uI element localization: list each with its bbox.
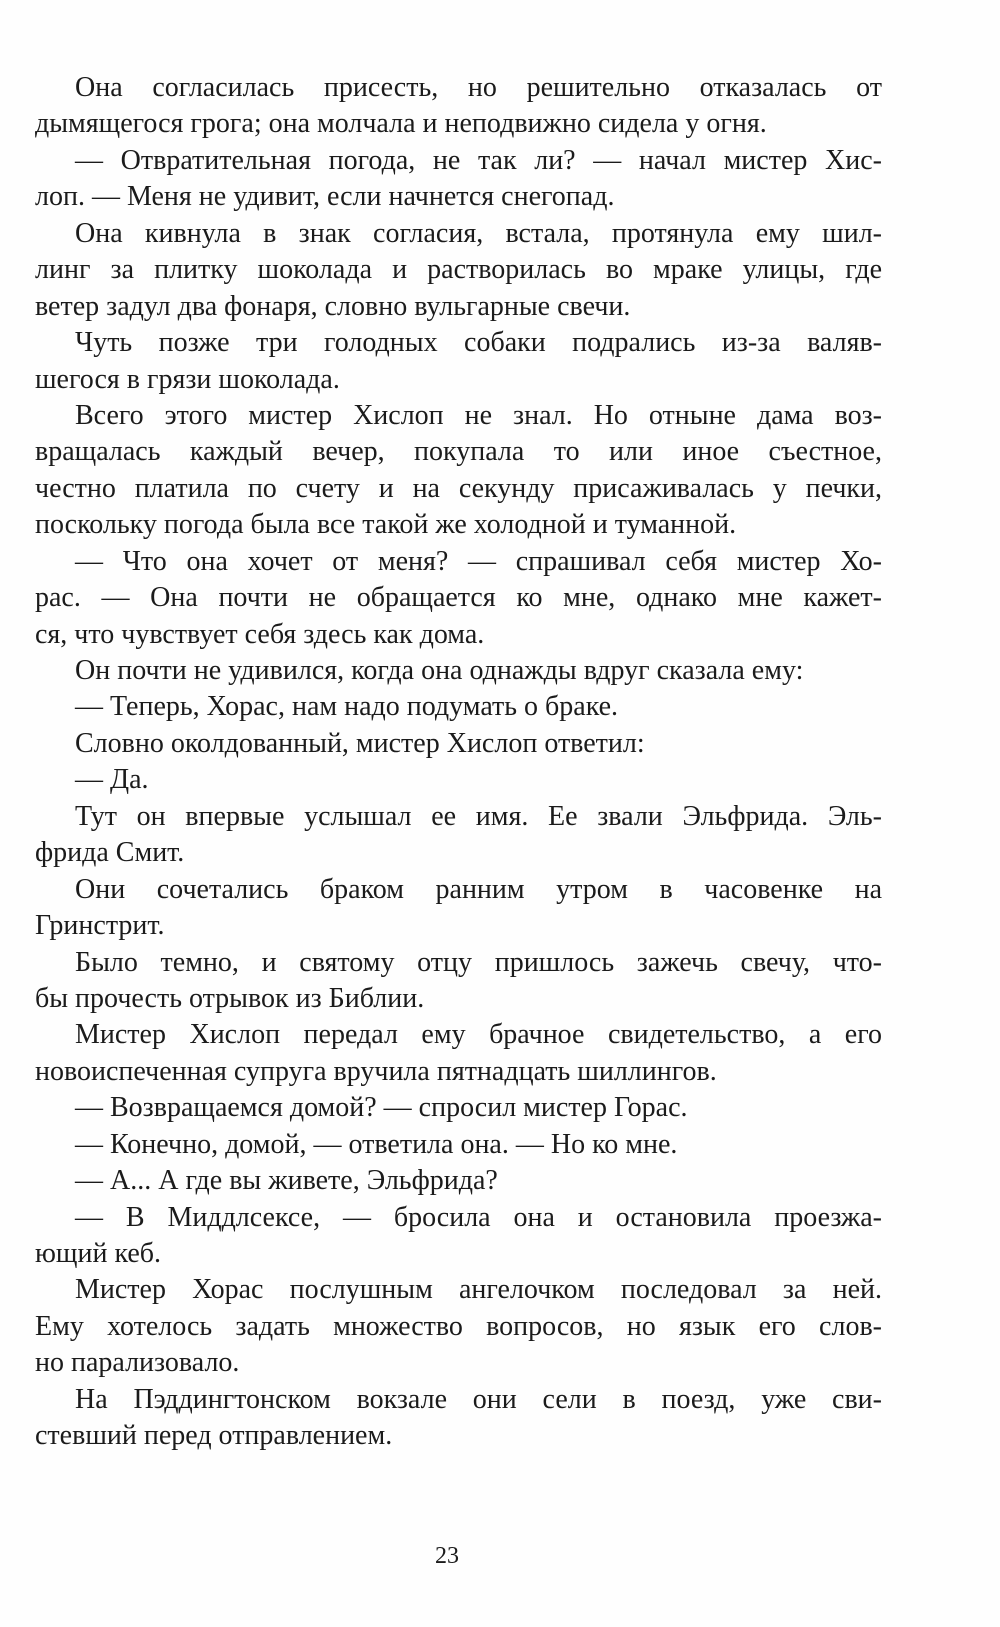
- paragraph: [35, 70, 882, 143]
- text-line: ющий кеб.: [35, 1238, 162, 1269]
- paragraph: [35, 872, 882, 945]
- text-line: Она кивнула в знак согласия, встала, протянула ему шил-: [75, 217, 882, 249]
- text-line: — Теперь, Хорас, нам надо подумать о браке.: [75, 691, 619, 723]
- text-line: бы прочесть отрывок из Библии.: [35, 982, 425, 1014]
- text-line: На Пэддингтонском вокзале они сели в поезд, уже сви-: [75, 1383, 882, 1415]
- text-line: Мистер Хислоп передал ему брачное свидетельство, а его: [75, 1019, 882, 1051]
- text-line: но парализовало.: [35, 1347, 240, 1379]
- text-line: — Отвратительная погода, не так ли? — начал мистер Хис-: [75, 144, 882, 176]
- text-line: Гринстрит.: [35, 910, 165, 942]
- text-line: — Возвращаемся домой? — спросил мистер Горас.: [75, 1092, 688, 1124]
- paragraph: [35, 1200, 882, 1273]
- text-line: Словно околдованный, мистер Хислоп ответил:: [75, 727, 645, 759]
- text-line: Они сочетались браком ранним утром в часовенке на: [75, 873, 882, 905]
- text-line: Он почти не удивился, когда она однажды вдруг сказала ему:: [75, 655, 804, 686]
- paragraph: [35, 799, 882, 872]
- paragraph: [35, 1272, 882, 1381]
- text-line: честно платила по счету и на секунду присаживалась у печки,: [35, 472, 882, 504]
- paragraph: [35, 398, 882, 544]
- text-line: Мистер Хорас послушным ангелочком последовал за ней.: [75, 1274, 882, 1306]
- paragraph: [35, 1382, 882, 1455]
- text-line: Было темно, и святому отцу пришлось зажечь свечу, что-: [75, 946, 882, 978]
- text-line: дымящегося грога; она молчала и неподвижно сидела у огня.: [35, 108, 767, 140]
- paragraph: [35, 325, 882, 398]
- paragraph: [35, 762, 882, 798]
- paragraph: [35, 726, 882, 762]
- text-line: Всего этого мистер Хислоп не знал. Но отныне дама воз-: [75, 399, 882, 431]
- text-line: Ему хотелось задать множество вопросов, но язык его слов-: [35, 1310, 882, 1342]
- paragraph: [35, 1163, 882, 1199]
- text-line: стевший перед отправлением.: [35, 1420, 393, 1452]
- text-line: Тут он впервые услышал ее имя. Ее звали Эльфрида. Эль-: [75, 800, 882, 832]
- text-line: фрида Смит.: [35, 837, 185, 869]
- text-line: — А... А где вы живете, Эльфрида?: [75, 1165, 498, 1197]
- text-line: поскольку погода была все такой же холодной и туманной.: [35, 509, 737, 541]
- text-line: вращалась каждый вечер, покупала то или иное съестное,: [35, 436, 882, 468]
- paragraph: [35, 945, 882, 1018]
- paragraph: [35, 689, 882, 725]
- text-line: ветер задул два фонаря, словно вульгарные свечи.: [35, 290, 631, 322]
- text-line: новоиспеченная супруга вручила пятнадцать шиллингов.: [35, 1055, 717, 1087]
- paragraph: [35, 1090, 882, 1126]
- body-text: [35, 70, 882, 1455]
- paragraph: [35, 653, 882, 689]
- text-line: — Да.: [75, 764, 149, 796]
- text-line: — Конечно, домой, — ответила она. — Но ко мне.: [75, 1128, 678, 1160]
- text-line: шегося в грязи шоколада.: [35, 363, 340, 395]
- text-line: Она согласилась присесть, но решительно отказалась от: [75, 72, 882, 103]
- paragraph: [35, 1017, 882, 1090]
- text-line: линг за плитку шоколада и растворилась во мраке улицы, где: [35, 254, 882, 286]
- text-line: ся, что чувствует себя здесь как дома.: [35, 618, 485, 650]
- paragraph: [35, 216, 882, 325]
- paragraph: [35, 544, 882, 653]
- text-line: лоп. — Меня не удивит, если начнется снегопад.: [35, 181, 615, 213]
- text-line: — Что она хочет от меня? — спрашивал себя мистер Хо-: [75, 545, 882, 577]
- paragraph: [35, 143, 882, 216]
- text-line: — В Миддлсексе, — бросила она и остановила проезжа-: [75, 1201, 882, 1233]
- page-number: 23: [435, 1543, 459, 1569]
- paragraph: [35, 1127, 882, 1163]
- text-line: Чуть позже три голодных собаки подрались из-за валяв-: [75, 327, 882, 359]
- text-line: рас. — Она почти не обращается ко мне, однако мне кажет-: [35, 582, 882, 614]
